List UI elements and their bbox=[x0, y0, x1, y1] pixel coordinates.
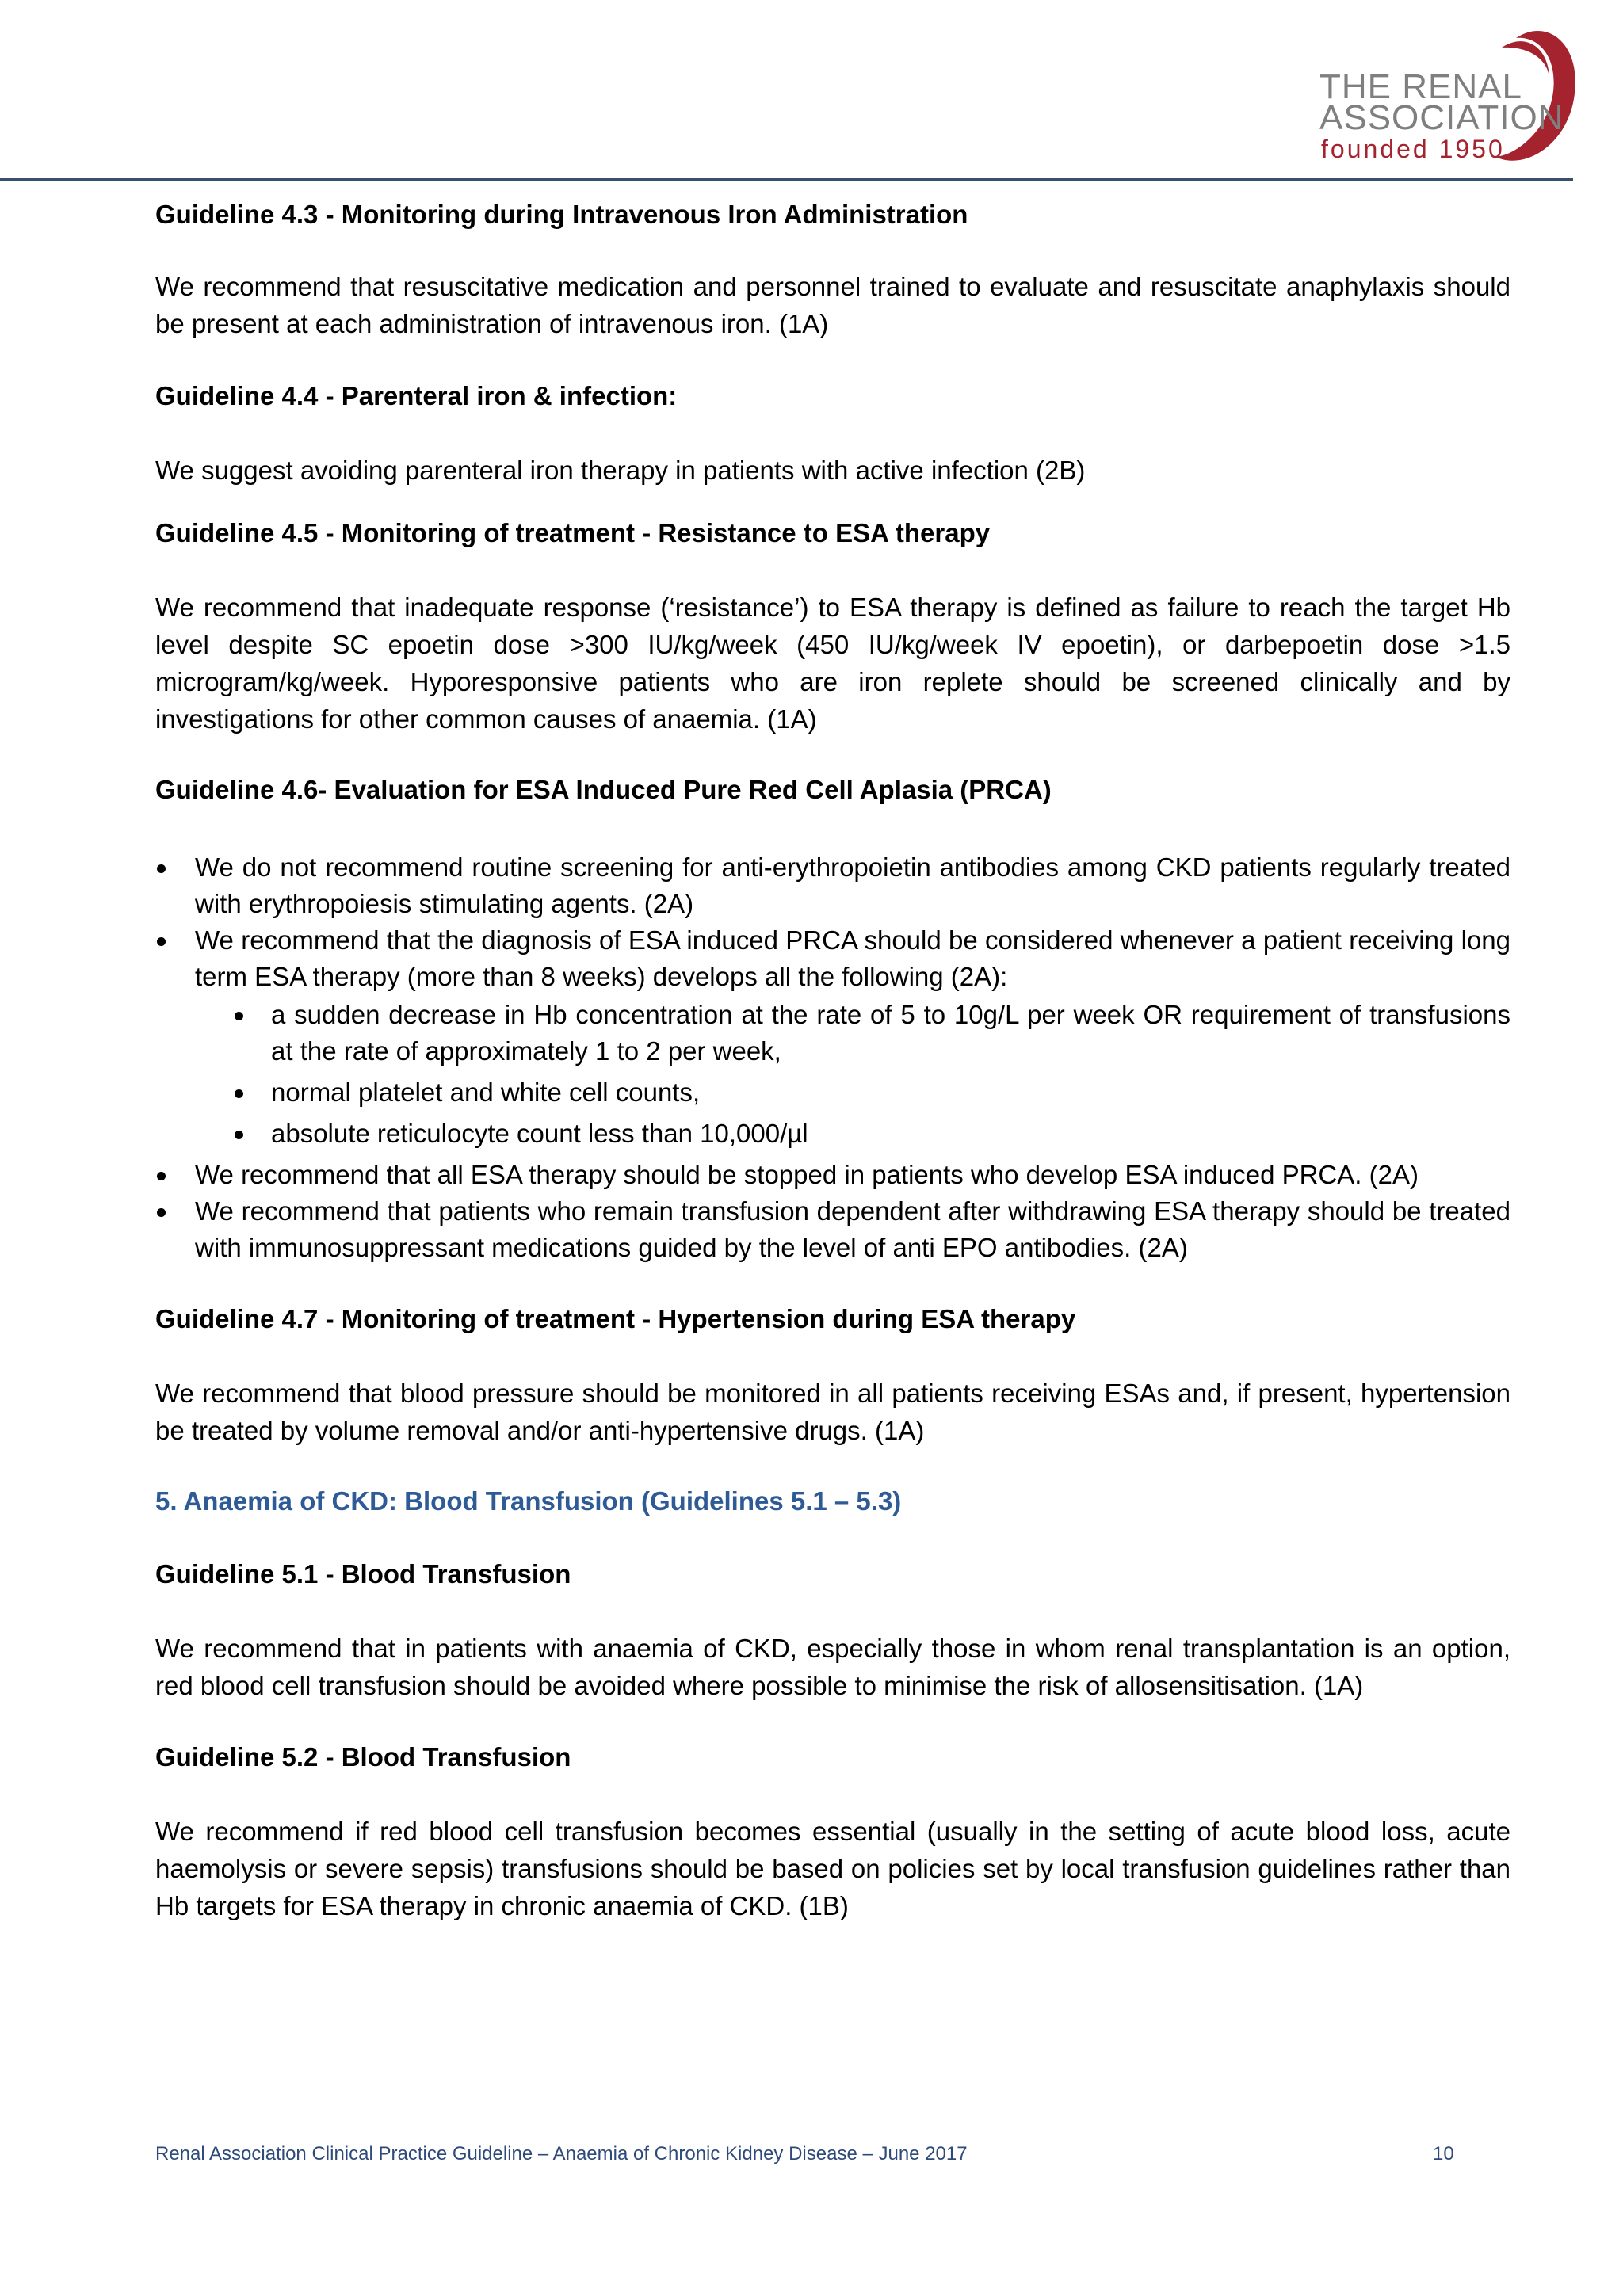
guideline-4-3-heading: Guideline 4.3 - Monitoring during Intravenous Iron Administration bbox=[155, 200, 968, 229]
sub-list bbox=[195, 997, 1510, 1152]
list-item: We recommend that all ESA therapy should be stopped in patients who develop ESA induced PRCA. (2A) bbox=[155, 1157, 1510, 1193]
footer-text: Renal Association Clinical Practice Guideline – Anaemia of Chronic Kidney Disease – June 2017 bbox=[155, 2143, 968, 2164]
guideline-4-7-heading: Guideline 4.7 - Monitoring of treatment - Hypertension during ESA therapy bbox=[155, 1304, 1076, 1333]
header-divider bbox=[0, 178, 1573, 181]
page-content bbox=[155, 196, 1510, 1924]
guideline-4-6-heading: Guideline 4.6- Evaluation for ESA Induced Pure Red Cell Aplasia (PRCA) bbox=[155, 775, 1052, 804]
list-item: We do not recommend routine screening for anti-erythropoietin antibodies among CKD patients regularly treated with erythropoiesis stimulating agents. (2A) bbox=[155, 849, 1510, 922]
guideline-5-2-text: We recommend if red blood cell transfusion becomes essential (usually in the setting of acute blood loss, acute haemolysis or severe sepsis) transfusions should be based on policies set by local transfusion guidelines rather than Hb targets for ESA therapy in chronic anaemia of CKD. (1B) bbox=[155, 1817, 1510, 1920]
guideline-4-7-text: We recommend that blood pressure should be monitored in all patients receiving ESAs and, if present, hypertension be treated by volume removal and/or anti-hypertensive drugs. (1A) bbox=[155, 1379, 1510, 1445]
renal-association-logo bbox=[1312, 16, 1581, 174]
bullet-icon bbox=[157, 864, 166, 873]
guideline-4-4-heading: Guideline 4.4 - Parenteral iron & infection: bbox=[155, 381, 678, 410]
page-number: 10 bbox=[1433, 2143, 1454, 2164]
logo-line-2: ASSOCIATION bbox=[1319, 98, 1564, 137]
sub-list-item: normal platelet and white cell counts, bbox=[235, 1074, 1510, 1111]
bullet-icon bbox=[157, 1208, 166, 1217]
list-item: We recommend that patients who remain transfusion dependent after withdrawing ESA therapy should be treated with immunosuppressant medications guided by the level of anti EPO antibodies. (2A) bbox=[155, 1193, 1510, 1266]
logo-line-3: founded 1950 bbox=[1321, 135, 1505, 163]
logo-line-1: THE RENAL bbox=[1319, 67, 1522, 106]
bullet-icon bbox=[157, 1172, 166, 1180]
sub-list-item: a sudden decrease in Hb concentration at the rate of 5 to 10g/L per week OR requirement of transfusions at the rate of approximately 1 to 2 per week, bbox=[235, 997, 1510, 1070]
bullet-icon bbox=[235, 1131, 243, 1139]
guideline-5-1-heading: Guideline 5.1 - Blood Transfusion bbox=[155, 1559, 571, 1589]
guideline-4-6-list bbox=[155, 849, 1510, 1266]
guideline-4-3-text: We recommend that resuscitative medication and personnel trained to evaluate and resuscitate anaphylaxis should be present at each administration of intravenous iron. (1A) bbox=[155, 272, 1510, 338]
list-item: We recommend that the diagnosis of ESA induced PRCA should be considered whenever a patient receiving long term ESA therapy (more than 8 weeks) develops all the following (2A): a sudden decrease in Hb concentration at the rate of 5 to 10g/L per week OR requirement of transfusions at the rate of approximately 1 to 2 per week, normal platelet and white cell counts, absolute reticulocyte count less than 10,000/µl bbox=[155, 922, 1510, 1152]
bullet-icon bbox=[157, 937, 166, 946]
guideline-4-5-text: We recommend that inadequate response (‘resistance’) to ESA therapy is defined as failure to reach the target Hb level despite SC epoetin dose >300 IU/kg/week (450 IU/kg/week IV epoetin), or darbepoetin dose >1.5 microgram/kg/week. Hyporesponsive patients who are iron replete should be screened clinically and by investigations for other common causes of anaemia. (1A) bbox=[155, 593, 1510, 734]
sub-list-item: absolute reticulocyte count less than 10,000/µl bbox=[235, 1116, 1510, 1152]
guideline-5-1-text: We recommend that in patients with anaemia of CKD, especially those in whom renal transplantation is an option, red blood cell transfusion should be avoided where possible to minimise the risk of allosensitisation. (1A) bbox=[155, 1634, 1510, 1700]
section-5-heading: 5. Anaemia of CKD: Blood Transfusion (Guidelines 5.1 – 5.3) bbox=[155, 1486, 902, 1516]
guideline-4-5-heading: Guideline 4.5 - Monitoring of treatment - Resistance to ESA therapy bbox=[155, 518, 991, 547]
bullet-icon bbox=[235, 1012, 243, 1020]
guideline-4-4-text: We suggest avoiding parenteral iron therapy in patients with active infection (2B) bbox=[155, 456, 1086, 485]
bullet-icon bbox=[235, 1089, 243, 1098]
guideline-5-2-heading: Guideline 5.2 - Blood Transfusion bbox=[155, 1742, 571, 1772]
